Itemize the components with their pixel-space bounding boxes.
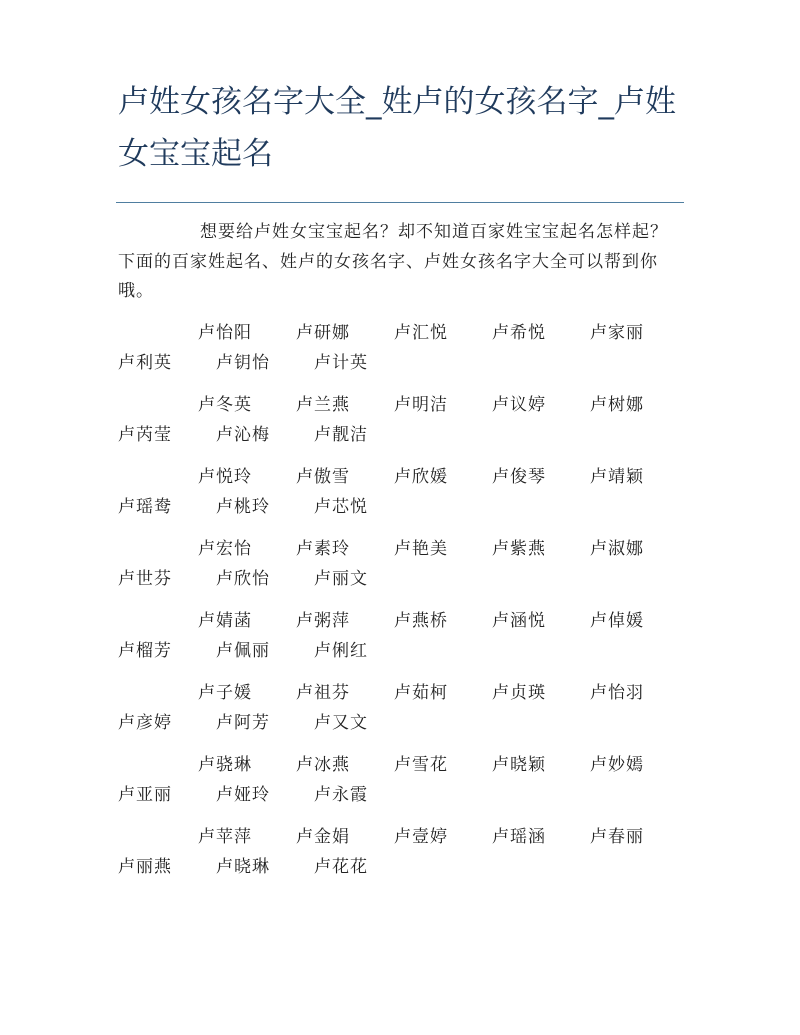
name-item: 卢贞瑛 bbox=[492, 683, 546, 703]
name-item: 卢靖颖 bbox=[590, 467, 644, 487]
name-item: 卢晓琳 bbox=[216, 857, 270, 877]
name-item: 卢怡羽 bbox=[590, 683, 644, 703]
name-item: 卢桃玲 bbox=[216, 497, 270, 517]
name-item: 卢彦婷 bbox=[118, 713, 172, 733]
name-item: 卢冬英 bbox=[198, 395, 252, 415]
name-group bbox=[118, 752, 688, 824]
name-item: 卢欣怡 bbox=[216, 569, 270, 589]
name-group bbox=[118, 320, 688, 392]
name-item: 卢金娟 bbox=[296, 827, 350, 847]
name-item: 卢阿芳 bbox=[216, 713, 270, 733]
name-item: 卢燕桥 bbox=[394, 611, 448, 631]
name-item: 卢粥萍 bbox=[296, 611, 350, 631]
name-item: 卢花花 bbox=[314, 857, 368, 877]
name-item: 卢怡阳 bbox=[198, 323, 252, 343]
name-item: 卢祖芬 bbox=[296, 683, 350, 703]
name-item: 卢榴芳 bbox=[118, 641, 172, 661]
name-item: 卢春丽 bbox=[590, 827, 644, 847]
title-divider bbox=[116, 202, 684, 203]
name-item: 卢茹柯 bbox=[394, 683, 448, 703]
name-item: 卢子媛 bbox=[198, 683, 252, 703]
name-item: 卢议婷 bbox=[492, 395, 546, 415]
name-item: 卢倬媛 bbox=[590, 611, 644, 631]
name-group bbox=[118, 680, 688, 752]
name-group bbox=[118, 392, 688, 464]
name-item: 卢宏怡 bbox=[198, 539, 252, 559]
name-item: 卢明洁 bbox=[394, 395, 448, 415]
name-item: 卢妙嫣 bbox=[590, 755, 644, 775]
name-group bbox=[118, 464, 688, 536]
document-title: 卢姓女孩名字大全_姓卢的女孩名字_卢姓女宝宝起名 bbox=[118, 84, 676, 172]
name-item: 卢芯悦 bbox=[314, 497, 368, 517]
name-item: 卢佩丽 bbox=[216, 641, 270, 661]
name-item: 卢计英 bbox=[314, 353, 368, 373]
name-item: 卢钥怡 bbox=[216, 353, 270, 373]
name-item: 卢涵悦 bbox=[492, 611, 546, 631]
name-group bbox=[118, 608, 688, 680]
name-item: 卢汇悦 bbox=[394, 323, 448, 343]
name-item: 卢素玲 bbox=[296, 539, 350, 559]
name-item: 卢骁琳 bbox=[198, 755, 252, 775]
name-group bbox=[118, 536, 688, 608]
name-item: 卢芮莹 bbox=[118, 425, 172, 445]
name-item: 卢树娜 bbox=[590, 395, 644, 415]
intro-paragraph: 想要给卢姓女宝宝起名？却不知道百家姓宝宝起名怎样起？下面的百家姓起名、姓卢的女孩名字、卢姓女孩名字大全可以帮到你哦。 bbox=[118, 222, 668, 301]
name-list bbox=[118, 320, 688, 896]
name-item: 卢丽燕 bbox=[118, 857, 172, 877]
name-item: 卢婧菡 bbox=[198, 611, 252, 631]
name-item: 卢亚丽 bbox=[118, 785, 172, 805]
name-item: 卢俊琴 bbox=[492, 467, 546, 487]
name-item: 卢俐红 bbox=[314, 641, 368, 661]
name-item: 卢淑娜 bbox=[590, 539, 644, 559]
name-item: 卢艳美 bbox=[394, 539, 448, 559]
name-item: 卢靓洁 bbox=[314, 425, 368, 445]
name-item: 卢瑶鸯 bbox=[118, 497, 172, 517]
name-item: 卢研娜 bbox=[296, 323, 350, 343]
name-item: 卢娅玲 bbox=[216, 785, 270, 805]
name-item: 卢又文 bbox=[314, 713, 368, 733]
name-item: 卢苹萍 bbox=[198, 827, 252, 847]
name-item: 卢欣媛 bbox=[394, 467, 448, 487]
name-item: 卢雪花 bbox=[394, 755, 448, 775]
name-item: 卢壹婷 bbox=[394, 827, 448, 847]
name-item: 卢瑶涵 bbox=[492, 827, 546, 847]
name-group bbox=[118, 824, 688, 896]
name-item: 卢冰燕 bbox=[296, 755, 350, 775]
name-item: 卢家丽 bbox=[590, 323, 644, 343]
name-item: 卢兰燕 bbox=[296, 395, 350, 415]
name-item: 卢悦玲 bbox=[198, 467, 252, 487]
name-item: 卢紫燕 bbox=[492, 539, 546, 559]
name-item: 卢晓颖 bbox=[492, 755, 546, 775]
name-item: 卢傲雪 bbox=[296, 467, 350, 487]
name-item: 卢世芬 bbox=[118, 569, 172, 589]
name-item: 卢永霞 bbox=[314, 785, 368, 805]
name-item: 卢希悦 bbox=[492, 323, 546, 343]
name-item: 卢沁梅 bbox=[216, 425, 270, 445]
name-item: 卢丽文 bbox=[314, 569, 368, 589]
name-item: 卢利英 bbox=[118, 353, 172, 373]
